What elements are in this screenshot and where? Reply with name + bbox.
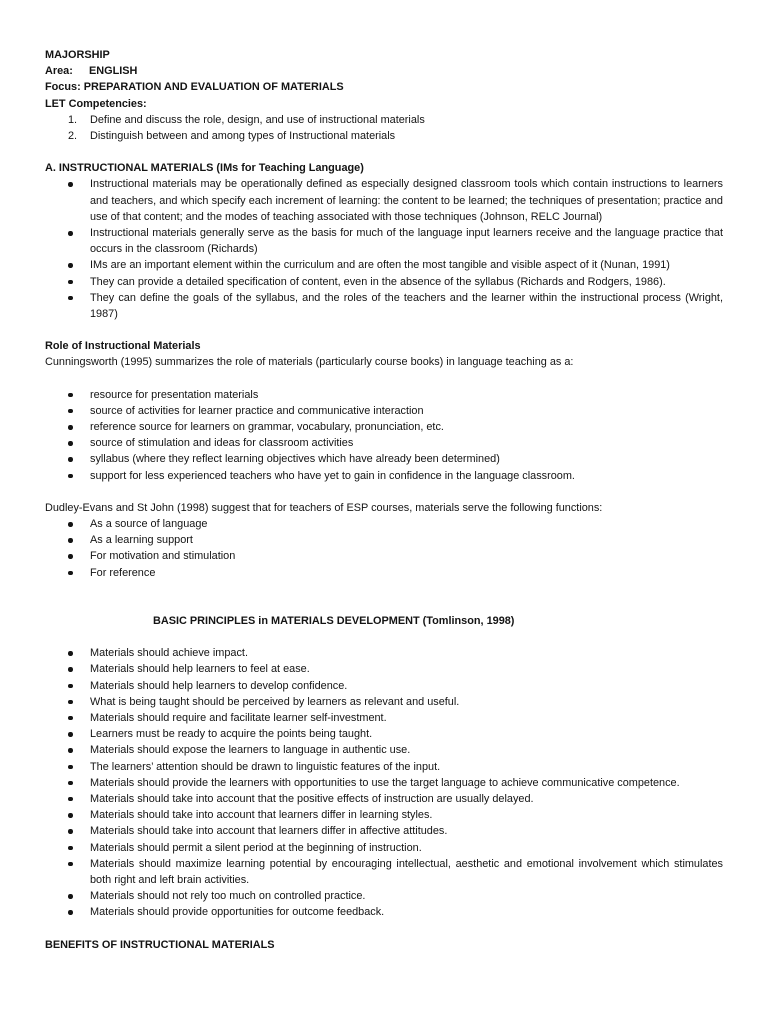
bullet-icon: [68, 700, 73, 705]
focus-line: Focus: PREPARATION AND EVALUATION OF MATERIALS: [45, 81, 344, 94]
list-item: Materials should provide opportunities for outcome feedback.: [45, 904, 723, 920]
bullet-icon: [68, 651, 73, 656]
list-item: Materials should achieve impact.: [45, 645, 723, 661]
bullet-icon: [68, 667, 73, 672]
bullet-icon: [68, 457, 73, 462]
bullet-icon: [68, 910, 73, 915]
list-item: reference source for learners on grammar, vocabulary, pronunciation, etc.: [45, 419, 723, 435]
benefits-heading: BENEFITS OF INSTRUCTIONAL MATERIALS: [45, 938, 275, 951]
role-list: [45, 387, 723, 484]
competencies-list: [45, 112, 723, 144]
list-item: Materials should help learners to feel at ease.: [45, 661, 723, 677]
bullet-icon: [68, 797, 73, 802]
list-item: Materials should take into account that the positive effects of instruction are usually delayed.: [45, 791, 723, 807]
area-value: ENGLISH: [89, 65, 138, 78]
bullet-icon: [68, 748, 73, 753]
list-item: IMs are an important element within the curriculum and are often the most tangible and visible aspect of it (Nunan, 1991): [45, 257, 723, 273]
list-item: They can provide a detailed specification of content, even in the absence of the syllabus (Richards and Rodgers, 1986).: [45, 274, 723, 290]
bullet-icon: [68, 765, 73, 770]
bullet-icon: [68, 813, 73, 818]
bullet-icon: [68, 732, 73, 737]
list-item: resource for presentation materials: [45, 387, 723, 403]
list-item: As a learning support: [45, 532, 723, 548]
bullet-icon: [68, 393, 73, 398]
esp-list: [45, 516, 723, 581]
section-a-list: [45, 176, 723, 322]
bullet-icon: [68, 474, 73, 479]
competency-item: [45, 128, 723, 144]
bullet-icon: [68, 522, 73, 527]
esp-intro: Dudley-Evans and St John (1998) suggest that for teachers of ESP courses, materials serve the following functions:: [45, 501, 603, 514]
list-item: Materials should maximize learning potential by encouraging intellectual, aesthetic and emotional involvement which stimulates both right and left brain activities.: [45, 856, 723, 888]
bullet-icon: [68, 684, 73, 689]
bullet-icon: [68, 781, 73, 786]
competency-text: Distinguish between and among types of Instructional materials: [90, 130, 396, 143]
list-item: For reference: [45, 565, 723, 581]
majorship-label: MAJORSHIP: [45, 49, 110, 61]
list-item: source of activities for learner practice and communicative interaction: [45, 403, 723, 419]
list-item: Materials should provide the learners with opportunities to use the target language to achieve communicative competence.: [45, 775, 723, 791]
competency-number: 2.: [68, 130, 78, 143]
list-item: They can define the goals of the syllabus, and the roles of the teachers and the learner within the instructional process (Wright, 1987): [45, 290, 723, 322]
list-item: support for less experienced teachers who have yet to gain in confidence in the language classroom.: [45, 468, 723, 484]
bullet-icon: [68, 231, 73, 236]
list-item: Materials should help learners to develop confidence.: [45, 678, 723, 694]
list-item: Materials should take into account that learners differ in learning styles.: [45, 807, 723, 823]
list-item: source of stimulation and ideas for classroom activities: [45, 435, 723, 451]
competency-text: Define and discuss the role, design, and use of instructional materials: [90, 113, 425, 126]
bullet-icon: [68, 894, 73, 899]
bullet-icon: [68, 829, 73, 834]
bullet-icon: [68, 571, 73, 576]
bullet-icon: [68, 425, 73, 430]
role-heading: Role of Instructional Materials: [45, 340, 201, 353]
competency-item: [45, 112, 723, 128]
list-item: Materials should require and facilitate learner self-investment.: [45, 710, 723, 726]
principles-heading: BASIC PRINCIPLES in MATERIALS DEVELOPMENT (Tomlinson, 1998): [153, 614, 515, 627]
competencies-title: LET Competencies:: [45, 97, 147, 110]
bullet-icon: [68, 296, 73, 301]
principles-list: [45, 645, 723, 920]
competency-number: 1.: [68, 113, 78, 126]
bullet-icon: [68, 538, 73, 543]
list-item: As a source of language: [45, 516, 723, 532]
list-item: Materials should not rely too much on controlled practice.: [45, 888, 723, 904]
list-item: The learners’ attention should be drawn to linguistic features of the input.: [45, 759, 723, 775]
bullet-icon: [68, 441, 73, 446]
bullet-icon: [68, 554, 73, 559]
role-intro: Cunningsworth (1995) summarizes the role of materials (particularly course books) in language teaching as a:: [45, 356, 574, 369]
bullet-icon: [68, 263, 73, 268]
list-item: Instructional materials generally serve as the basis for much of the language input learners receive and the language practice that occurs in the classroom (Richards): [45, 225, 723, 257]
list-item: Materials should take into account that learners differ in affective attitudes.: [45, 823, 723, 839]
list-item: What is being taught should be perceived by learners as relevant and useful.: [45, 694, 723, 710]
list-item: Materials should permit a silent period at the beginning of instruction.: [45, 840, 723, 856]
list-item: For motivation and stimulation: [45, 548, 723, 564]
bullet-icon: [68, 280, 73, 285]
area-line: [45, 63, 723, 79]
section-a-heading: A. INSTRUCTIONAL MATERIALS (IMs for Teaching Language): [45, 162, 364, 175]
bullet-icon: [68, 846, 73, 851]
list-item: syllabus (where they reflect learning objectives which have already been determined): [45, 451, 723, 467]
area-label: Area:: [45, 65, 73, 78]
bullet-icon: [68, 182, 73, 187]
list-item: Learners must be ready to acquire the points being taught.: [45, 726, 723, 742]
bullet-icon: [68, 862, 73, 867]
list-item: Instructional materials may be operationally defined as especially designed classroom tools which contain instructions to learners and teachers, and which specify each increment of learning: the content to be learned; the techniques of presentation; practice and use of that content; and the modes of teaching associated with those techniques (Johnson, RELC Journal): [45, 176, 723, 225]
bullet-icon: [68, 716, 73, 721]
document-body: [45, 47, 723, 953]
list-item: Materials should expose the learners to language in authentic use.: [45, 742, 723, 758]
bullet-icon: [68, 409, 73, 414]
